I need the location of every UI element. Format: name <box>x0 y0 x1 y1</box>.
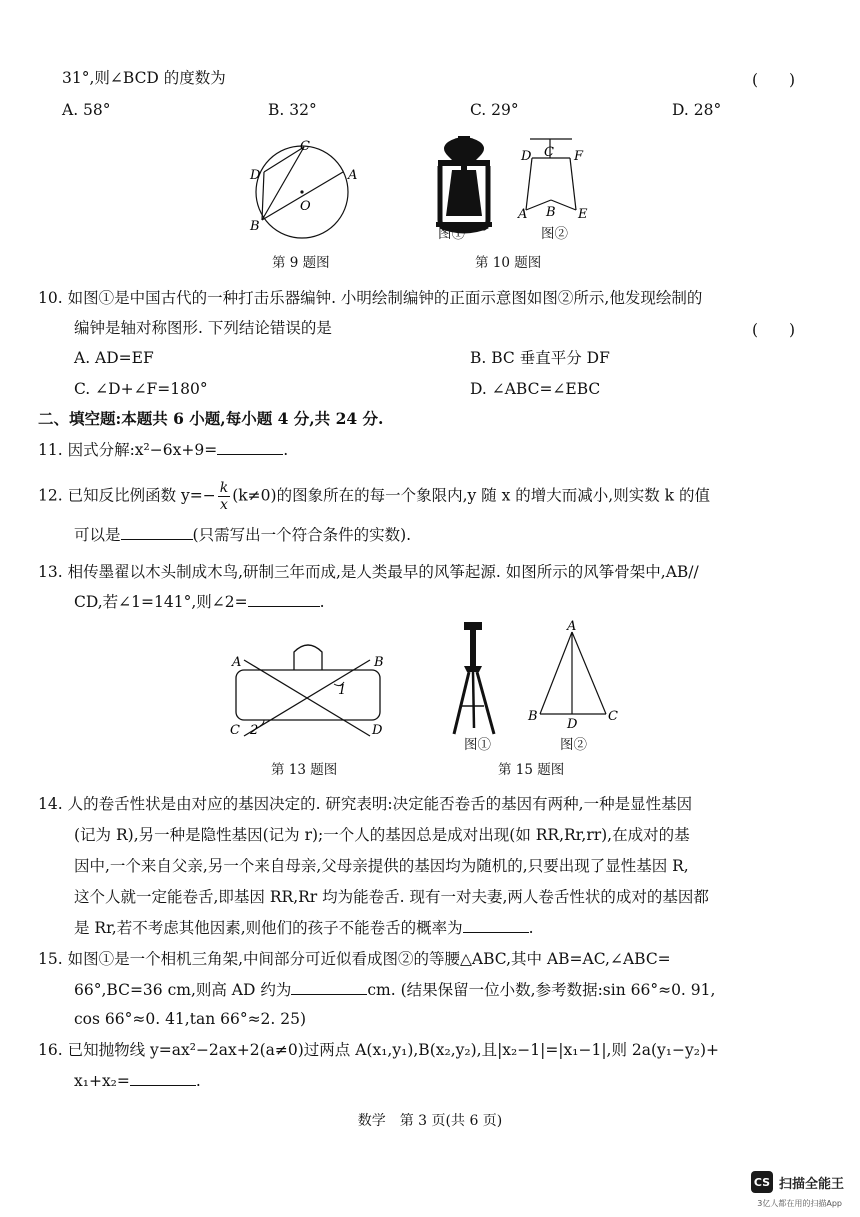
q14-line1: 14. 人的卷舌性状是由对应的基因决定的. 研究表明:决定能否卷舌的基因有两种,一种是显性基因 <box>38 795 693 813</box>
q10-line1: 10. 如图①是中国古代的一种打击乐器编钟. 小明绘制编钟的正面示意图如图②所示,他发现绘制的 <box>38 289 703 307</box>
fig10-caption: 第 10 题图 <box>475 255 542 271</box>
fig13-label-b: B <box>374 655 384 670</box>
fig10-label-a: A <box>518 207 528 222</box>
fig13-label-2: 2 <box>250 723 259 738</box>
q15-line3: cos 66°≈0. 41,tan 66°≈2. 25) <box>74 1010 307 1028</box>
fig9-circle-diagram <box>249 139 357 238</box>
fig15-label-d: D <box>567 717 578 732</box>
q14-line5-a: 是 Rr,若不考虑其他因素,则他们的孩子不能卷舌的概率为 <box>74 919 463 937</box>
fig15-label-a: A <box>567 619 577 634</box>
q16-answer-blank[interactable] <box>130 1071 196 1086</box>
q16-line2 <box>74 1071 201 1091</box>
q12-answer-blank[interactable] <box>121 525 193 540</box>
section2-title: 二、填空题:本题共 6 小题,每小题 4 分,共 24 分. <box>38 409 384 428</box>
fig9-label-a: A <box>348 168 358 183</box>
q13-line2-a: CD,若∠1=141°,则∠2= <box>74 593 248 611</box>
scanner-watermark <box>751 1171 844 1193</box>
q10-answer-paren: ( ) <box>752 321 796 339</box>
q10-option-c: C. ∠D+∠F=180° <box>74 380 208 398</box>
fig10-label-c: C <box>544 145 554 160</box>
q15-answer-blank[interactable] <box>291 980 367 995</box>
page-footer: 数学 第 3 页(共 6 页) <box>357 1113 503 1129</box>
q10-option-d: D. ∠ABC=∠EBC <box>470 380 601 398</box>
q14-line4: 这个人就一定能卷舌,即基因 RR,Rr 均为能卷舌. 现有一对夫妻,两人卷舌性状的成对的基因都 <box>74 888 709 906</box>
q12-text-b: (k≠0)的图象所在的每一个象限内,y 随 x 的增大而减小,则实数 k 的值 <box>232 486 710 505</box>
q16-line2-b: . <box>195 1072 201 1090</box>
q14-line2: (记为 R),另一种是隐性基因(记为 r);一个人的基因总是成对出现(如 RR,Rr,rr),在成对的基 <box>74 826 690 844</box>
q14-line5-b: . <box>528 919 534 937</box>
q9-stem-tail: 31°,则∠BCD 的度数为 <box>62 69 226 87</box>
fig10-sub1-label: 图① <box>438 226 465 242</box>
fig10-label-f: F <box>574 149 584 164</box>
cs-logo-icon: CS <box>751 1171 773 1193</box>
q11-line <box>38 440 288 460</box>
q11-answer-blank[interactable] <box>217 440 283 455</box>
fig9-label-b: B <box>250 219 260 234</box>
q11-period: . <box>283 441 289 459</box>
q12-line2 <box>74 525 411 545</box>
q12-fraction <box>218 480 230 513</box>
fig13-kite-frame <box>230 645 384 738</box>
fig15-sub1-label: 图① <box>464 737 491 753</box>
fig10-bell-schematic <box>517 139 588 222</box>
fig9-label-d: D <box>250 168 261 183</box>
q13-answer-blank[interactable] <box>248 592 320 607</box>
q12-fraction-den: x <box>220 497 228 513</box>
q15-line2-a: 66°,BC=36 cm,则高 AD 约为 <box>74 981 292 999</box>
q13-line1: 13. 相传墨翟以木头制成木鸟,研制三年而成,是人类最早的风筝起源. 如图所示的风筝骨架中,AB// <box>38 563 699 581</box>
q16-line1: 16. 已知抛物线 y=ax²−2ax+2(a≠0)过两点 A(x₁,y₁),B(x₂,y₂),且|x₂−1|=|x₁−1|,则 2a(y₁−y₂)+ <box>38 1041 720 1059</box>
q12-line2-a: 可以是 <box>74 526 121 544</box>
fig15-sub2-label: 图② <box>560 737 587 753</box>
q13-line2-b: . <box>319 593 325 611</box>
fig10-label-d: D <box>521 149 532 164</box>
q10-option-b: B. BC 垂直平分 DF <box>470 349 610 367</box>
fig10-label-e: E <box>578 207 588 222</box>
fig9-label-c: C <box>300 139 310 154</box>
q9-answer-paren: ( ) <box>752 71 796 89</box>
fig10-sub2-label: 图② <box>541 226 568 242</box>
fig13-caption: 第 13 题图 <box>271 762 338 778</box>
q12-text-a: 12. 已知反比例函数 y=− <box>38 486 216 505</box>
fig10-bell-picture <box>436 136 492 232</box>
fig13-label-c: C <box>230 723 240 738</box>
q10-option-a: A. AD=EF <box>74 349 154 367</box>
fig15-label-b: B <box>528 709 538 724</box>
q12-line1 <box>38 480 710 513</box>
q10-line2: 编钟是轴对称图形. 下列结论错误的是 <box>74 319 332 337</box>
q9-option-a: A. 58° <box>62 101 111 119</box>
q15-line2 <box>74 980 715 1000</box>
fig9-label-o: O <box>300 199 311 214</box>
fig15-isosceles-triangle <box>527 619 618 732</box>
q9-option-b: B. 32° <box>268 101 317 119</box>
q14-line3: 因中,一个来自父亲,另一个来自母亲,父母亲提供的基因均为随机的,只要出现了显性基因 R, <box>74 857 689 875</box>
fig15-tripod-picture <box>454 622 494 734</box>
fig9-caption: 第 9 题图 <box>272 255 330 271</box>
q9-option-d: D. 28° <box>672 101 722 119</box>
fig13-label-d: D <box>372 723 383 738</box>
fig10-label-b: B <box>546 205 556 220</box>
q12-fraction-num: k <box>219 480 229 496</box>
q13-line2 <box>74 592 325 612</box>
watermark-name: 扫描全能王 <box>778 1176 844 1192</box>
q14-line5 <box>74 918 534 938</box>
q15-line2-b: cm. (结果保留一位小数,参考数据:sin 66°≈0. 91, <box>367 981 716 999</box>
q12-line2-b: (只需写出一个符合条件的实数). <box>192 526 412 544</box>
q16-line2-a: x₁+x₂= <box>74 1072 130 1090</box>
q9-option-c: C. 29° <box>470 101 519 119</box>
q14-answer-blank[interactable] <box>463 918 529 933</box>
q11-text: 11. 因式分解:x²−6x+9= <box>38 441 218 459</box>
fig15-label-c: C <box>608 709 618 724</box>
q15-line1: 15. 如图①是一个相机三角架,中间部分可近似看成图②的等腰△ABC,其中 AB=AC,∠ABC= <box>38 950 671 968</box>
watermark-tagline: 3亿人都在用的扫描App <box>757 1199 842 1208</box>
figures-13-15 <box>226 618 626 752</box>
fig13-label-1: 1 <box>338 683 347 698</box>
fig15-caption: 第 15 题图 <box>498 762 565 778</box>
fig13-label-a: A <box>232 655 242 670</box>
